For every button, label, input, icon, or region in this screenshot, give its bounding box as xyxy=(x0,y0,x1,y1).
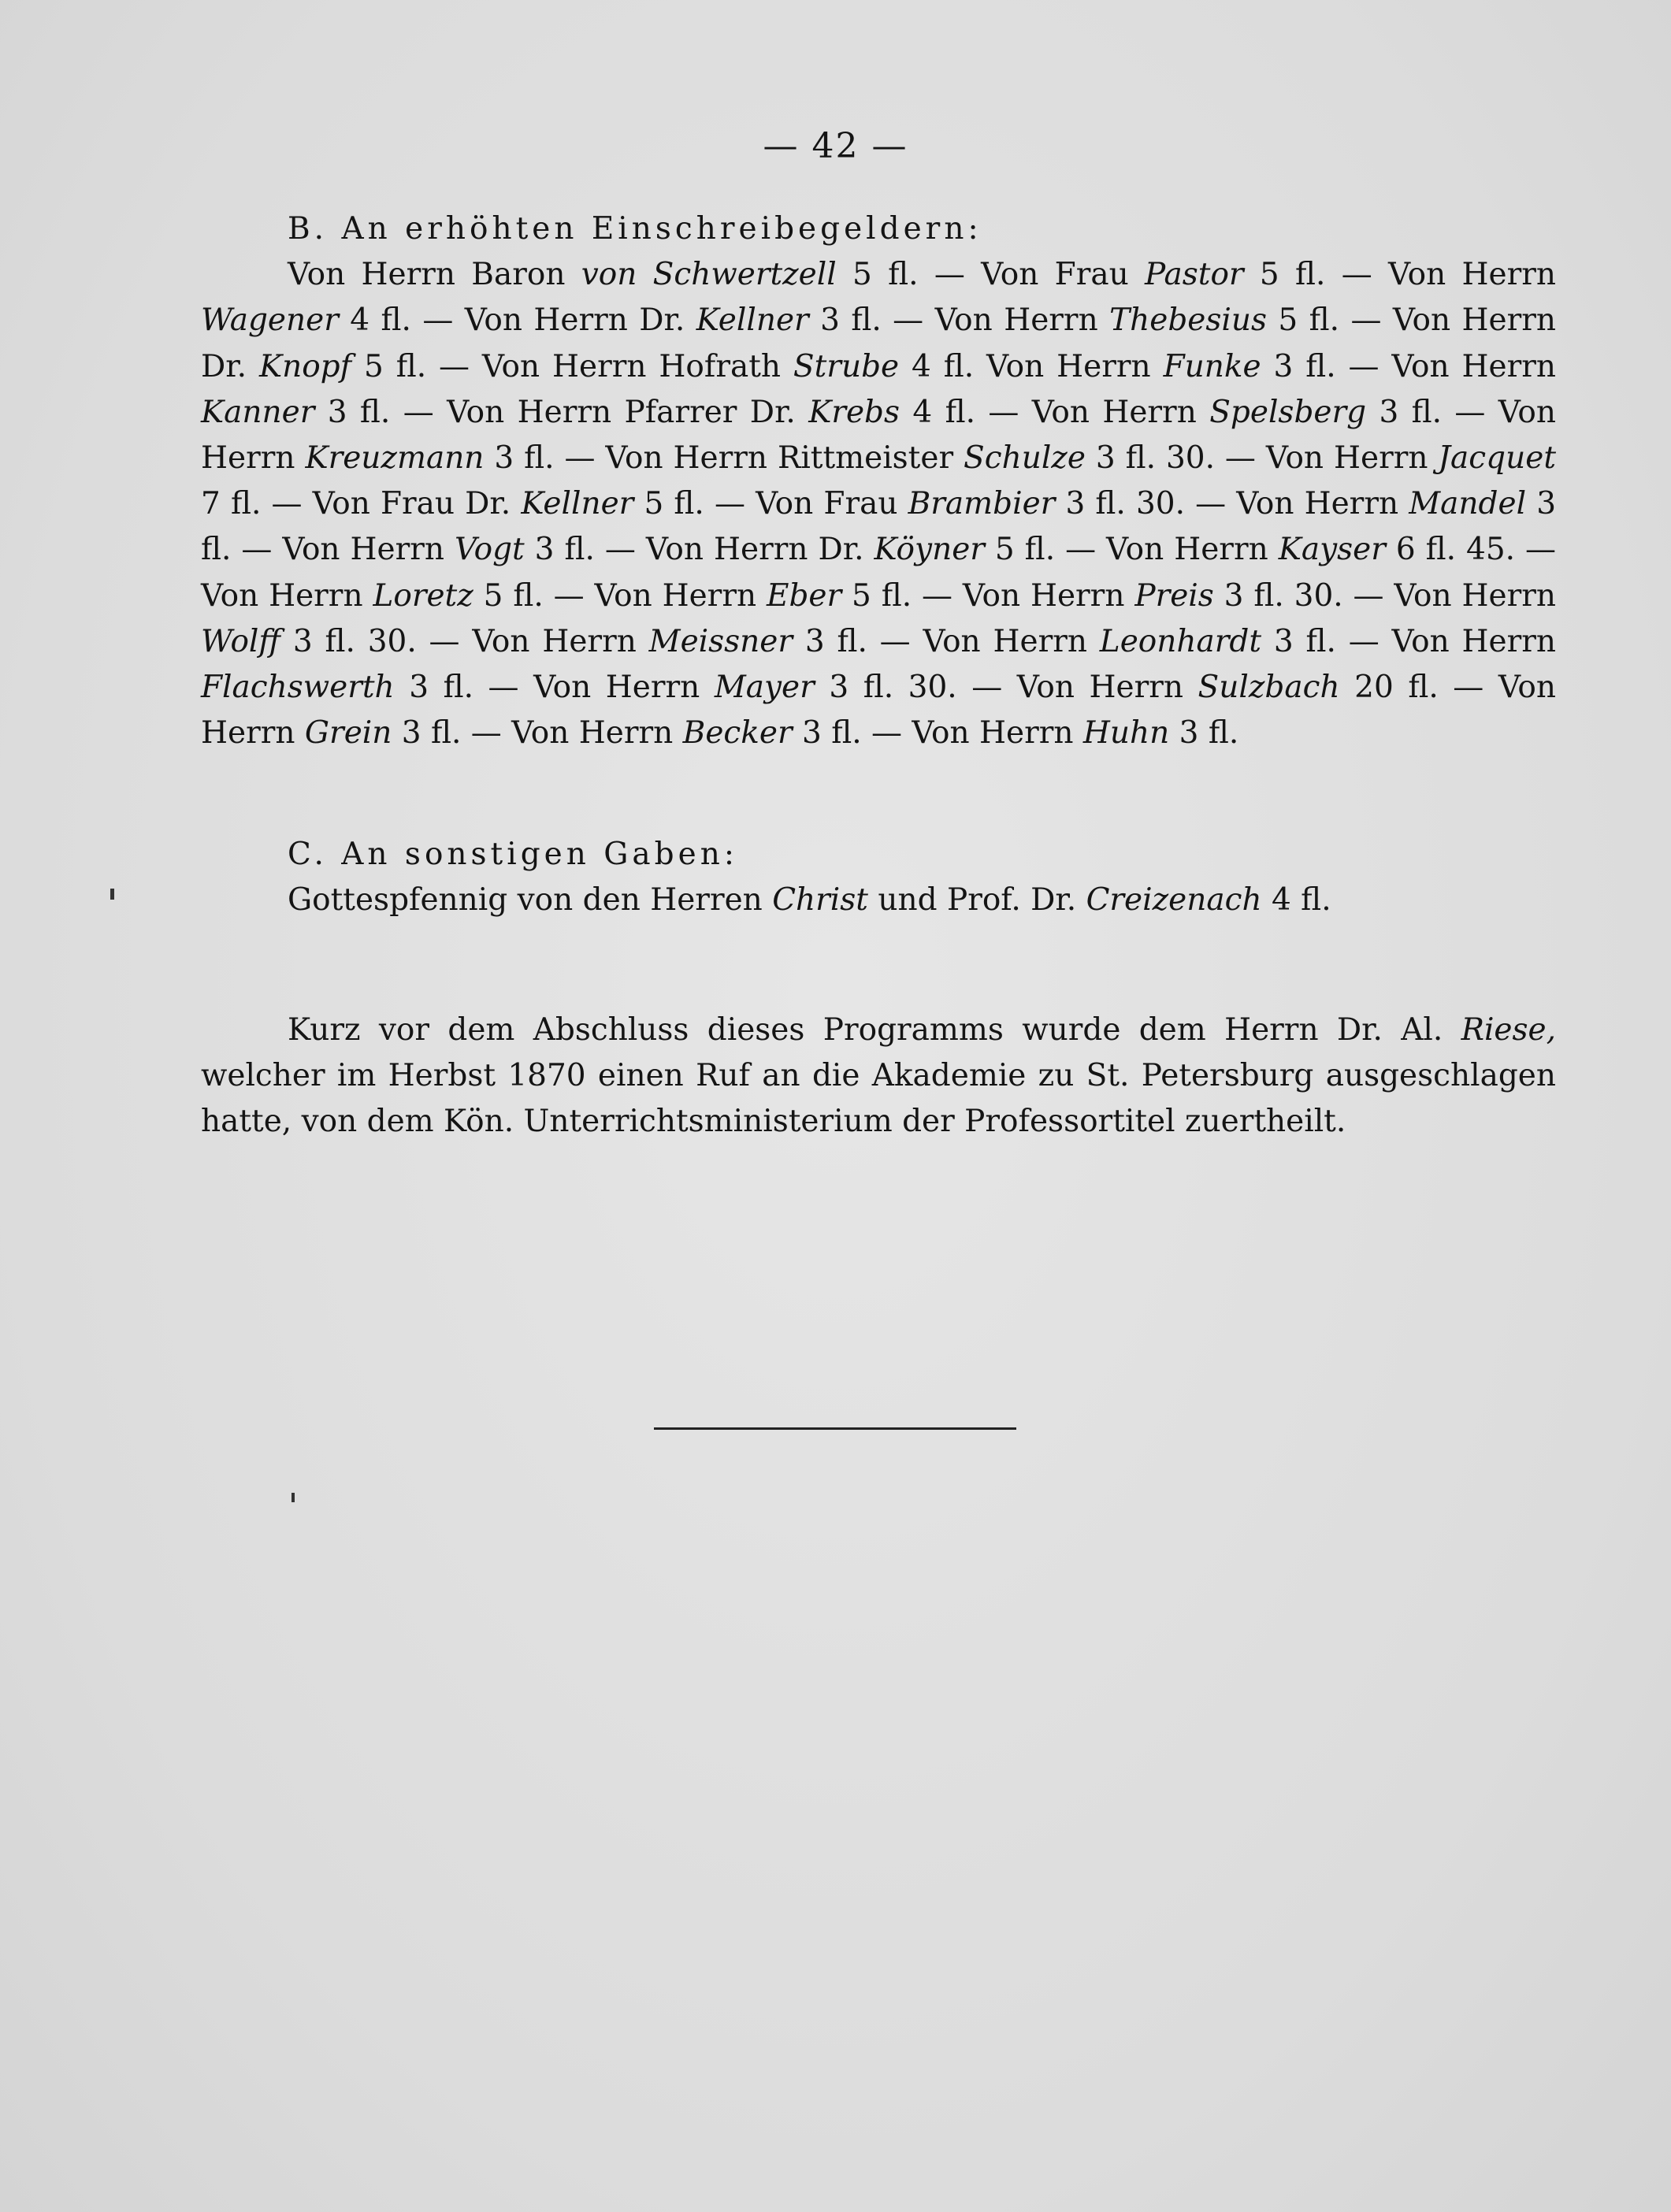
italic-name: Funke xyxy=(1163,348,1261,384)
text-run: 3 fl. — Von Herrn xyxy=(1261,623,1556,659)
italic-name: Flachswerth xyxy=(201,670,395,706)
italic-name: Köyner xyxy=(874,532,985,568)
text-run: Kurz vor dem Abschluss dieses Programms wurde dem Herrn Dr. Al. xyxy=(288,1012,1461,1048)
section-c-heading: C. An sonstigen Gaben: xyxy=(288,837,738,872)
italic-name: Vogt xyxy=(455,532,525,568)
italic-name: Huhn xyxy=(1082,715,1170,752)
italic-name: Grein xyxy=(304,715,392,752)
italic-name: Becker xyxy=(682,715,793,752)
text-run: 4 fl. — Von Herrn Dr. xyxy=(338,302,696,339)
text-run: 5 fl. — Von Herrn xyxy=(473,577,767,614)
italic-name: Wolff xyxy=(201,623,281,659)
text-run: 3 fl. — Von Herrn xyxy=(392,715,683,752)
text-run: 5 fl. — Von Herrn Dr. xyxy=(201,302,1557,384)
italic-name: Loretz xyxy=(373,577,473,614)
section-c xyxy=(201,832,1556,923)
italic-name: Riese, xyxy=(1461,1012,1556,1048)
text-run: 3 fl. — Von Herrn Pfarrer Dr. xyxy=(314,394,809,430)
text-run: 3 fl. — Von Herrn xyxy=(201,394,1556,477)
text-run: 5 fl. — Von Herrn xyxy=(984,532,1279,568)
text-run: 6 fl. 45. — Von Herrn xyxy=(201,532,1557,614)
italic-name: Mayer xyxy=(714,670,815,706)
separator-rule xyxy=(654,1427,1016,1430)
italic-name: von Schwertzell xyxy=(581,257,837,293)
text-run: 20 fl. — Von Herrn xyxy=(201,670,1556,752)
italic-name: Kanner xyxy=(201,394,315,430)
text-run: 3 fl. — Von Herrn Dr. xyxy=(524,532,874,568)
text-run: 3 fl. — Von Herrn Rittmeister xyxy=(484,440,964,477)
italic-name: Strube xyxy=(793,348,900,384)
text-run: 5 fl. — Von Frau xyxy=(836,257,1146,293)
italic-name: Kellner xyxy=(696,302,809,339)
italic-name: Leonhardt xyxy=(1099,623,1262,659)
italic-name: Jacquet xyxy=(1438,440,1556,477)
italic-name: Krebs xyxy=(808,394,900,430)
text-run: 3 fl. 30. — Von Herrn xyxy=(1085,440,1439,477)
italic-name: Eber xyxy=(766,577,842,614)
italic-name: Kellner xyxy=(521,486,634,522)
text-run: Gottespfennig von den Herren xyxy=(288,882,773,919)
text-run: 3 fl. — Von Herrn xyxy=(793,623,1100,659)
italic-name: Preis xyxy=(1134,577,1214,614)
text-run: 3 fl. 30. — Von Herrn xyxy=(280,623,649,659)
text-run: welcher im Herbst 1870 einen Ruf an die Akademie zu St. Petersburg ausgeschlagen hatte, von dem Kön. Unterrichtsministerium der Professortitel zuertheilt. xyxy=(201,1058,1556,1140)
italic-name: Mandel xyxy=(1409,486,1527,522)
text-run: 5 fl. — Von Herrn xyxy=(841,577,1135,614)
text-run: Von Herrn Baron xyxy=(288,257,581,293)
closing-note-paragraph xyxy=(201,1008,1556,1145)
text-run: 3 fl. xyxy=(1169,715,1239,752)
text-run: 3 fl. 30. — Von Herrn xyxy=(814,670,1198,706)
italic-name: Brambier xyxy=(908,486,1056,522)
italic-name: Sulzbach xyxy=(1198,670,1340,706)
text-run: 4 fl. xyxy=(1261,882,1331,919)
italic-name: Christ xyxy=(772,882,868,919)
margin-speck xyxy=(110,889,114,900)
text-run: 3 fl. 30. — Von Herrn xyxy=(1213,577,1556,614)
section-b xyxy=(201,206,1556,756)
text-run: 3 fl. — Von Herrn xyxy=(808,302,1110,339)
page-number: — 42 — xyxy=(763,126,908,166)
italic-name: Schulze xyxy=(964,440,1086,477)
italic-name: Pastor xyxy=(1145,257,1244,293)
text-run: 7 fl. — Von Frau Dr. xyxy=(201,486,522,522)
margin-speck xyxy=(291,1493,295,1502)
text-run: 3 fl. — Von Herrn xyxy=(201,486,1557,568)
text-run: 4 fl. Von Herrn xyxy=(899,348,1164,384)
section-c-paragraph xyxy=(201,878,1556,923)
closing-note xyxy=(201,1008,1556,1145)
text-run: 3 fl. — Von Herrn xyxy=(792,715,1083,752)
text-run: 5 fl. — Von Frau xyxy=(633,486,908,522)
section-b-heading: B. An erhöhten Einschreibegeldern: xyxy=(288,211,982,247)
section-b-paragraph xyxy=(201,252,1556,756)
italic-name: Knopf xyxy=(258,348,352,384)
text-run: 3 fl. 30. — Von Herrn xyxy=(1055,486,1409,522)
text-run: 3 fl. — Von Herrn xyxy=(1261,348,1557,384)
text-run: 3 fl. — Von Herrn xyxy=(394,670,715,706)
italic-name: Creizenach xyxy=(1086,882,1262,919)
italic-name: Spelsberg xyxy=(1209,394,1367,430)
italic-name: Kreuzmann xyxy=(305,440,485,477)
text-run: 4 fl. — Von Herrn xyxy=(900,394,1210,430)
text-run: und Prof. Dr. xyxy=(867,882,1086,919)
italic-name: Kayser xyxy=(1278,532,1386,568)
text-run: 5 fl. — Von Herrn xyxy=(1243,257,1556,293)
italic-name: Thebesius xyxy=(1109,302,1267,339)
text-run: 5 fl. — Von Herrn Hofrath xyxy=(351,348,793,384)
italic-name: Wagener xyxy=(201,302,339,339)
italic-name: Meissner xyxy=(648,623,793,659)
